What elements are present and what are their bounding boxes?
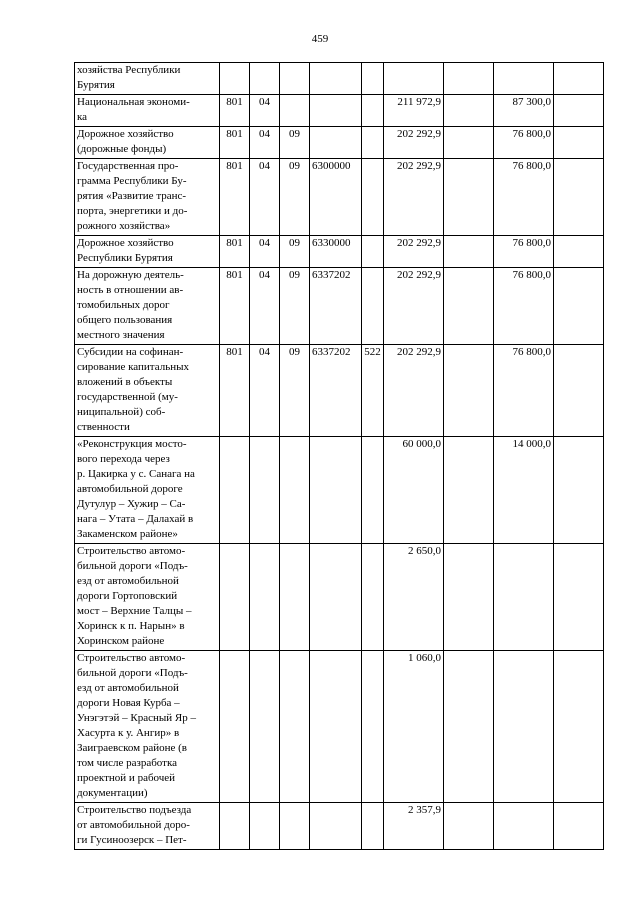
row-gr-code: 801	[220, 236, 250, 268]
row-pr-code: 09	[280, 345, 310, 437]
row-sum-1: 202 292,9	[384, 236, 444, 268]
row-sum-3: 76 800,0	[494, 159, 554, 236]
row-sum-3: 14 000,0	[494, 437, 554, 544]
row-sum-4	[554, 803, 604, 850]
row-csr-code	[310, 127, 362, 159]
row-sum-4	[554, 236, 604, 268]
row-sum-2	[444, 345, 494, 437]
row-pr-code: 09	[280, 127, 310, 159]
row-sum-2	[444, 651, 494, 803]
row-pr-code	[280, 651, 310, 803]
row-sum-1: 202 292,9	[384, 127, 444, 159]
row-gr-code	[220, 803, 250, 850]
row-gr-code: 801	[220, 268, 250, 345]
row-gr-code: 801	[220, 159, 250, 236]
row-pr-code: 09	[280, 268, 310, 345]
row-rz-code	[250, 437, 280, 544]
row-vr-code	[362, 63, 384, 95]
row-name: Строительство подъезда от автомобильной доро- ги Гусиноозерск – Пет-	[75, 803, 220, 850]
row-sum-1: 2 650,0	[384, 544, 444, 651]
table-row	[75, 236, 604, 268]
row-gr-code	[220, 437, 250, 544]
row-sum-4	[554, 544, 604, 651]
table-row	[75, 544, 604, 651]
row-csr-code	[310, 437, 362, 544]
row-rz-code: 04	[250, 236, 280, 268]
row-name: Строительство автомо- бильной дороги «Подъ- езд от автомобильной дороги Гортоповский мост – Верхние Талцы – Хоринск к п. Нарын» в Хоринском районе	[75, 544, 220, 651]
table-row	[75, 268, 604, 345]
row-sum-2	[444, 127, 494, 159]
row-sum-2	[444, 236, 494, 268]
row-vr-code	[362, 437, 384, 544]
row-sum-4	[554, 95, 604, 127]
row-vr-code	[362, 236, 384, 268]
row-gr-code: 801	[220, 345, 250, 437]
row-sum-4	[554, 268, 604, 345]
row-sum-3: 76 800,0	[494, 236, 554, 268]
row-rz-code	[250, 651, 280, 803]
row-sum-2	[444, 803, 494, 850]
table-row	[75, 63, 604, 95]
row-csr-code: 6337202	[310, 268, 362, 345]
row-sum-2	[444, 159, 494, 236]
row-pr-code	[280, 803, 310, 850]
row-name: Государственная про- грамма Республики Бу- рятия «Развитие транс- порта, энергетики и до- рожного хозяйства»	[75, 159, 220, 236]
row-csr-code	[310, 544, 362, 651]
row-pr-code	[280, 544, 310, 651]
row-gr-code: 801	[220, 95, 250, 127]
row-rz-code	[250, 63, 280, 95]
row-rz-code: 04	[250, 268, 280, 345]
row-sum-3: 76 800,0	[494, 127, 554, 159]
row-sum-3	[494, 803, 554, 850]
row-pr-code	[280, 437, 310, 544]
row-pr-code: 09	[280, 159, 310, 236]
row-sum-2	[444, 437, 494, 544]
row-rz-code	[250, 803, 280, 850]
row-sum-2	[444, 63, 494, 95]
row-sum-1: 60 000,0	[384, 437, 444, 544]
row-sum-1	[384, 63, 444, 95]
row-rz-code: 04	[250, 345, 280, 437]
row-rz-code: 04	[250, 95, 280, 127]
row-sum-4	[554, 345, 604, 437]
row-vr-code	[362, 651, 384, 803]
row-pr-code: 09	[280, 236, 310, 268]
row-sum-4	[554, 651, 604, 803]
budget-table	[74, 62, 604, 850]
page-number: 459	[311, 33, 329, 45]
row-name: На дорожную деятель- ность в отношении ав- томобильных дорог общего пользования местного значения	[75, 268, 220, 345]
table-row	[75, 127, 604, 159]
row-gr-code: 801	[220, 127, 250, 159]
row-vr-code: 522	[362, 345, 384, 437]
table-row	[75, 651, 604, 803]
table-row	[75, 95, 604, 127]
row-csr-code: 6337202	[310, 345, 362, 437]
row-sum-1: 202 292,9	[384, 345, 444, 437]
row-sum-3	[494, 544, 554, 651]
row-sum-3: 76 800,0	[494, 268, 554, 345]
row-rz-code: 04	[250, 127, 280, 159]
row-sum-3	[494, 63, 554, 95]
table-row	[75, 345, 604, 437]
row-sum-3: 76 800,0	[494, 345, 554, 437]
row-csr-code	[310, 651, 362, 803]
row-pr-code	[280, 63, 310, 95]
row-name: Строительство автомо- бильной дороги «Подъ- езд от автомобильной дороги Новая Курба – Унэгэтэй – Красный Яр – Хасурта к у. Ангир» в Заиграевском районе (в том числе разработка проектной и рабочей документации)	[75, 651, 220, 803]
row-sum-4	[554, 63, 604, 95]
row-sum-2	[444, 95, 494, 127]
row-sum-1: 202 292,9	[384, 159, 444, 236]
row-vr-code	[362, 159, 384, 236]
row-name: Субсидии на софинан- сирование капитальных вложений в объекты государственной (му- ниципальной) соб- ственности	[75, 345, 220, 437]
row-vr-code	[362, 268, 384, 345]
row-sum-4	[554, 437, 604, 544]
row-sum-2	[444, 544, 494, 651]
row-gr-code	[220, 544, 250, 651]
row-csr-code: 6300000	[310, 159, 362, 236]
row-sum-1: 1 060,0	[384, 651, 444, 803]
table-row	[75, 437, 604, 544]
row-gr-code	[220, 651, 250, 803]
row-csr-code	[310, 63, 362, 95]
row-name: Дорожное хозяйство (дорожные фонды)	[75, 127, 220, 159]
row-name: Дорожное хозяйство Республики Бурятия	[75, 236, 220, 268]
row-sum-1: 2 357,9	[384, 803, 444, 850]
row-vr-code	[362, 127, 384, 159]
row-vr-code	[362, 803, 384, 850]
row-sum-3: 87 300,0	[494, 95, 554, 127]
row-vr-code	[362, 544, 384, 651]
row-csr-code	[310, 803, 362, 850]
table-row	[75, 159, 604, 236]
row-sum-2	[444, 268, 494, 345]
row-vr-code	[362, 95, 384, 127]
row-csr-code	[310, 95, 362, 127]
row-name: Национальная экономи- ка	[75, 95, 220, 127]
row-sum-1: 211 972,9	[384, 95, 444, 127]
row-sum-4	[554, 159, 604, 236]
row-csr-code: 6330000	[310, 236, 362, 268]
row-sum-1: 202 292,9	[384, 268, 444, 345]
row-rz-code	[250, 544, 280, 651]
row-gr-code	[220, 63, 250, 95]
row-sum-4	[554, 127, 604, 159]
row-rz-code: 04	[250, 159, 280, 236]
row-pr-code	[280, 95, 310, 127]
row-name: хозяйства Республики Бурятия	[75, 63, 220, 95]
row-sum-3	[494, 651, 554, 803]
row-name: «Реконструкция мосто- вого перехода через р. Цакирка у с. Санага на автомобильной дороге Дутулур – Хужир – Са- нага – Утата – Далахай в Закаменском районе»	[75, 437, 220, 544]
table-row	[75, 803, 604, 850]
